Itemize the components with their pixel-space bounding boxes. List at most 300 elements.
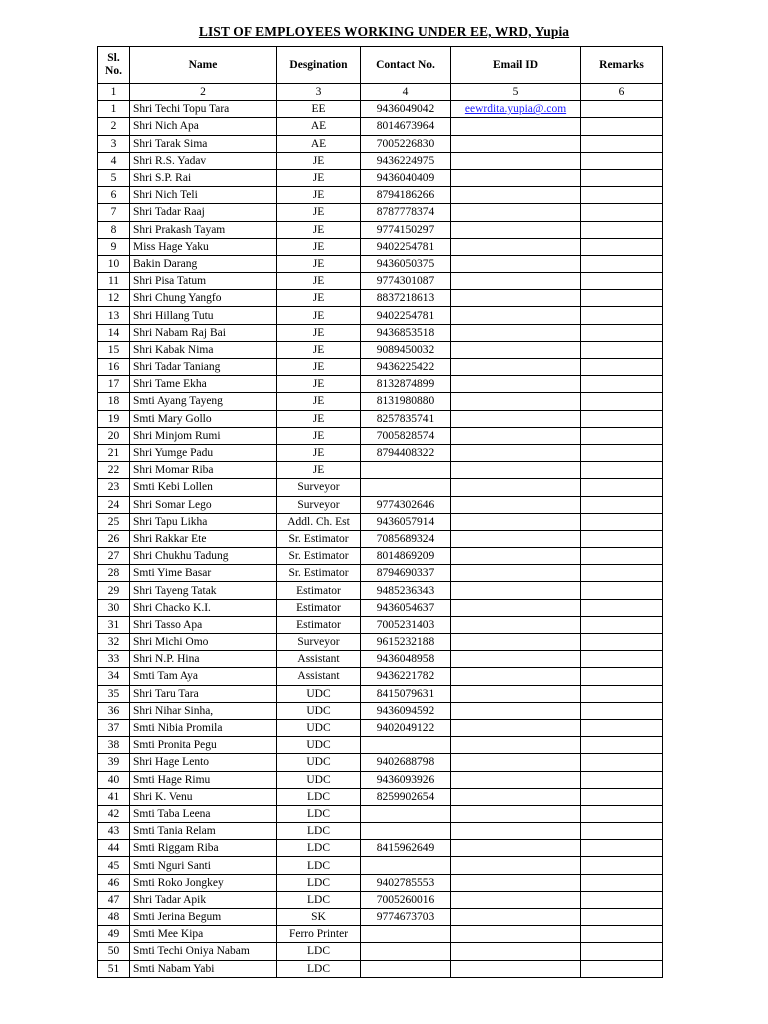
header-remarks: Remarks [581,47,663,84]
cell-contact-no: 9436221782 [361,668,451,685]
cell-name: Smti Nibia Promila [130,719,277,736]
cell-contact-no: 9436050375 [361,255,451,272]
cell-designation: LDC [277,823,361,840]
cell-email-id [451,702,581,719]
cell-designation: LDC [277,960,361,977]
cell-contact-no: 9774301087 [361,273,451,290]
cell-sl-no: 19 [98,410,130,427]
cell-sl-no: 27 [98,548,130,565]
cell-remarks [581,238,663,255]
table-row [98,857,663,874]
cell-designation: JE [277,393,361,410]
cell-remarks [581,702,663,719]
cell-remarks [581,909,663,926]
cell-sl-no: 50 [98,943,130,960]
cell-designation: JE [277,187,361,204]
cell-email-id [451,805,581,822]
cell-remarks [581,616,663,633]
table-row [98,169,663,186]
cell-remarks [581,462,663,479]
cell-email-id [451,634,581,651]
cell-designation: Sr. Estimator [277,530,361,547]
cell-contact-no: 8415962649 [361,840,451,857]
cell-designation: JE [277,324,361,341]
table-row [98,719,663,736]
column-number-row [98,84,663,101]
cell-email-id [451,444,581,461]
cell-contact-no: 8132874899 [361,376,451,393]
table-row [98,702,663,719]
table-header-row [98,47,663,84]
cell-sl-no: 7 [98,204,130,221]
cell-email-id [451,118,581,135]
cell-contact-no: 9436853518 [361,324,451,341]
cell-sl-no: 10 [98,255,130,272]
cell-designation: Ferro Printer [277,926,361,943]
cell-remarks [581,771,663,788]
cell-contact-no: 8837218613 [361,290,451,307]
cell-sl-no: 47 [98,891,130,908]
cell-designation: JE [277,427,361,444]
table-row [98,737,663,754]
cell-remarks [581,788,663,805]
cell-name: Smti Tania Relam [130,823,277,840]
table-row [98,616,663,633]
cell-name: Smti Riggam Riba [130,840,277,857]
table-row [98,204,663,221]
cell-sl-no: 41 [98,788,130,805]
cell-email-id [451,479,581,496]
table-row [98,823,663,840]
column-number: 4 [361,84,451,101]
table-row [98,324,663,341]
table-row [98,754,663,771]
column-number: 3 [277,84,361,101]
cell-designation: LDC [277,805,361,822]
cell-sl-no: 11 [98,273,130,290]
cell-name: Smti Kebi Lollen [130,479,277,496]
cell-email-id [451,255,581,272]
table-row [98,221,663,238]
cell-name: Shri S.P. Rai [130,169,277,186]
table-row [98,771,663,788]
cell-designation: Sr. Estimator [277,565,361,582]
cell-sl-no: 33 [98,651,130,668]
table-row [98,101,663,118]
cell-email-id [451,960,581,977]
cell-sl-no: 28 [98,565,130,582]
cell-designation: UDC [277,685,361,702]
cell-remarks [581,479,663,496]
cell-name: Shri Chung Yangfo [130,290,277,307]
cell-sl-no: 44 [98,840,130,857]
cell-remarks [581,719,663,736]
cell-email-id [451,668,581,685]
table-row [98,187,663,204]
cell-sl-no: 43 [98,823,130,840]
cell-remarks [581,840,663,857]
cell-sl-no: 5 [98,169,130,186]
cell-remarks [581,857,663,874]
cell-email-id [451,221,581,238]
cell-email-id [451,943,581,960]
cell-email-id [451,651,581,668]
cell-remarks [581,187,663,204]
cell-designation: LDC [277,891,361,908]
cell-email-id [451,307,581,324]
cell-designation: Assistant [277,668,361,685]
cell-email-id [451,410,581,427]
cell-contact-no [361,960,451,977]
cell-designation: JE [277,273,361,290]
header-contact-no: Contact No. [361,47,451,84]
cell-email-id [451,135,581,152]
cell-remarks [581,651,663,668]
cell-contact-no: 9436225422 [361,359,451,376]
cell-sl-no: 9 [98,238,130,255]
table-row [98,530,663,547]
table-row [98,685,663,702]
cell-designation: Surveyor [277,496,361,513]
cell-contact-no: 9436040409 [361,169,451,186]
header-email-id: Email ID [451,47,581,84]
cell-remarks [581,823,663,840]
cell-remarks [581,307,663,324]
cell-sl-no: 35 [98,685,130,702]
table-row [98,238,663,255]
cell-name: Shri N.P. Hina [130,651,277,668]
cell-name: Smti Nguri Santi [130,857,277,874]
cell-sl-no: 45 [98,857,130,874]
cell-sl-no: 48 [98,909,130,926]
cell-email-id [451,599,581,616]
cell-designation: JE [277,290,361,307]
cell-email-id [451,290,581,307]
table-body [98,101,663,978]
cell-email-id [451,771,581,788]
cell-contact-no: 7005260016 [361,891,451,908]
table-row [98,135,663,152]
cell-name: Shri Prakash Tayam [130,221,277,238]
cell-remarks [581,874,663,891]
cell-remarks [581,960,663,977]
column-number: 6 [581,84,663,101]
cell-email-id [451,719,581,736]
cell-remarks [581,891,663,908]
cell-sl-no: 39 [98,754,130,771]
cell-designation: JE [277,444,361,461]
cell-email-id [451,685,581,702]
column-number: 5 [451,84,581,101]
cell-email-id [451,513,581,530]
cell-contact-no: 8014869209 [361,548,451,565]
cell-remarks [581,513,663,530]
cell-email-id [451,909,581,926]
cell-remarks [581,943,663,960]
header-designation: Desgination [277,47,361,84]
cell-remarks [581,290,663,307]
cell-contact-no: 8794408322 [361,444,451,461]
cell-name: Bakin Darang [130,255,277,272]
cell-remarks [581,926,663,943]
cell-sl-no: 29 [98,582,130,599]
cell-designation: JE [277,359,361,376]
cell-sl-no: 14 [98,324,130,341]
cell-remarks [581,393,663,410]
cell-designation: LDC [277,840,361,857]
cell-remarks [581,444,663,461]
cell-designation: JE [277,238,361,255]
cell-email-id [451,548,581,565]
cell-name: Shri Kabak Nima [130,341,277,358]
cell-sl-no: 26 [98,530,130,547]
table-row [98,290,663,307]
cell-sl-no: 21 [98,444,130,461]
cell-contact-no [361,479,451,496]
cell-name: Smti Nabam Yabi [130,960,277,977]
cell-designation: Surveyor [277,479,361,496]
table-row [98,651,663,668]
cell-email-id [451,874,581,891]
cell-remarks [581,565,663,582]
cell-sl-no: 15 [98,341,130,358]
cell-email-id [451,152,581,169]
table-row [98,874,663,891]
cell-name: Shri Tadar Apik [130,891,277,908]
cell-contact-no [361,943,451,960]
cell-sl-no: 42 [98,805,130,822]
cell-name: Shri Tarak Sima [130,135,277,152]
cell-remarks [581,685,663,702]
cell-designation: SK [277,909,361,926]
cell-contact-no: 9436094592 [361,702,451,719]
cell-sl-no: 3 [98,135,130,152]
cell-remarks [581,410,663,427]
cell-designation: Sr. Estimator [277,548,361,565]
cell-remarks [581,135,663,152]
cell-email-id [451,616,581,633]
cell-sl-no: 31 [98,616,130,633]
cell-designation: LDC [277,857,361,874]
cell-name: Shri Tasso Apa [130,616,277,633]
table-row [98,909,663,926]
cell-sl-no: 36 [98,702,130,719]
cell-email-id [451,238,581,255]
cell-email-id [451,393,581,410]
cell-contact-no: 9402785553 [361,874,451,891]
cell-email-id [451,737,581,754]
cell-email-id [451,204,581,221]
cell-email-id [451,359,581,376]
cell-designation: LDC [277,788,361,805]
cell-name: Shri Nabam Raj Bai [130,324,277,341]
cell-name: Shri Somar Lego [130,496,277,513]
column-number: 1 [98,84,130,101]
cell-name: Shri Nihar Sinha, [130,702,277,719]
cell-name: Smti Taba Leena [130,805,277,822]
cell-contact-no: 9436048958 [361,651,451,668]
column-number: 2 [130,84,277,101]
cell-contact-no: 9774673703 [361,909,451,926]
cell-sl-no: 40 [98,771,130,788]
table-row [98,341,663,358]
cell-email-id [451,754,581,771]
cell-sl-no: 30 [98,599,130,616]
cell-name: Smti Jerina Begum [130,909,277,926]
document-title: LIST OF EMPLOYEES WORKING UNDER EE, WRD, Yupia [198,24,570,39]
cell-contact-no: 7085689324 [361,530,451,547]
cell-sl-no: 49 [98,926,130,943]
cell-designation: Estimator [277,616,361,633]
cell-designation: JE [277,410,361,427]
table-row [98,926,663,943]
cell-name: Shri Nich Apa [130,118,277,135]
cell-contact-no: 9615232188 [361,634,451,651]
cell-remarks [581,376,663,393]
cell-remarks [581,599,663,616]
table-row [98,565,663,582]
cell-name: Shri Minjom Rumi [130,427,277,444]
cell-name: Shri Pisa Tatum [130,273,277,290]
table-row [98,582,663,599]
email-link[interactable]: eewrdita.yupia@.com [464,103,567,116]
cell-designation: JE [277,204,361,221]
cell-name: Smti Mary Gollo [130,410,277,427]
cell-name: Shri Yumge Padu [130,444,277,461]
cell-name: Shri Hage Lento [130,754,277,771]
cell-email-id [451,427,581,444]
cell-email-id [451,187,581,204]
cell-sl-no: 13 [98,307,130,324]
cell-name: Shri Tayeng Tatak [130,582,277,599]
cell-remarks [581,737,663,754]
cell-designation: LDC [277,943,361,960]
cell-designation: UDC [277,702,361,719]
cell-sl-no: 12 [98,290,130,307]
cell-remarks [581,118,663,135]
cell-remarks [581,548,663,565]
table-row [98,255,663,272]
cell-name: Shri Tadar Raaj [130,204,277,221]
cell-contact-no: 9402254781 [361,238,451,255]
cell-name: Shri Tadar Taniang [130,359,277,376]
table-row [98,152,663,169]
cell-remarks [581,221,663,238]
cell-name: Shri Michi Omo [130,634,277,651]
cell-sl-no: 38 [98,737,130,754]
header-sl-no: Sl. No. [98,47,130,84]
cell-designation: UDC [277,737,361,754]
cell-remarks [581,324,663,341]
table-row [98,960,663,977]
cell-contact-no: 8257835741 [361,410,451,427]
cell-remarks [581,152,663,169]
cell-remarks [581,582,663,599]
cell-email-id [451,565,581,582]
cell-sl-no: 1 [98,101,130,118]
cell-contact-no: 8259902654 [361,788,451,805]
cell-sl-no: 34 [98,668,130,685]
table-row [98,427,663,444]
cell-designation: AE [277,118,361,135]
cell-sl-no: 23 [98,479,130,496]
cell-contact-no [361,462,451,479]
cell-remarks [581,805,663,822]
cell-name: Shri Momar Riba [130,462,277,479]
table-row [98,513,663,530]
cell-name: Shri Hillang Tutu [130,307,277,324]
cell-name: Smti Hage Rimu [130,771,277,788]
cell-contact-no: 8415079631 [361,685,451,702]
cell-contact-no: 8014673964 [361,118,451,135]
cell-contact-no [361,805,451,822]
cell-email-id [451,891,581,908]
cell-remarks [581,668,663,685]
cell-designation: Estimator [277,599,361,616]
cell-contact-no: 7005231403 [361,616,451,633]
cell-contact-no: 7005828574 [361,427,451,444]
cell-email-id [451,324,581,341]
cell-sl-no: 4 [98,152,130,169]
cell-contact-no: 8131980880 [361,393,451,410]
cell-sl-no: 22 [98,462,130,479]
cell-name: Shri Tame Ekha [130,376,277,393]
cell-designation: UDC [277,719,361,736]
cell-email-id [451,376,581,393]
cell-email-id [451,823,581,840]
cell-designation: Surveyor [277,634,361,651]
cell-sl-no: 20 [98,427,130,444]
cell-contact-no: 9402049122 [361,719,451,736]
cell-designation: JE [277,221,361,238]
cell-contact-no: 7005226830 [361,135,451,152]
cell-email-id [451,840,581,857]
table-row [98,840,663,857]
cell-remarks [581,634,663,651]
cell-contact-no: 9436093926 [361,771,451,788]
table-row [98,805,663,822]
table-row [98,376,663,393]
cell-email-id [451,857,581,874]
cell-name: Miss Hage Yaku [130,238,277,255]
cell-designation: JE [277,341,361,358]
cell-name: Shri Tapu Likha [130,513,277,530]
cell-email-id [451,462,581,479]
cell-remarks [581,273,663,290]
cell-contact-no: 9485236343 [361,582,451,599]
cell-contact-no: 9774150297 [361,221,451,238]
cell-remarks [581,496,663,513]
cell-email-id [451,530,581,547]
cell-designation: JE [277,376,361,393]
cell-email-id [451,582,581,599]
table-row [98,548,663,565]
cell-designation: Assistant [277,651,361,668]
cell-contact-no: 9436049042 [361,101,451,118]
cell-name: Shri Chukhu Tadung [130,548,277,565]
header-name: Name [130,47,277,84]
cell-email-id [451,496,581,513]
cell-remarks [581,169,663,186]
cell-contact-no: 9402254781 [361,307,451,324]
cell-designation: JE [277,462,361,479]
cell-contact-no [361,823,451,840]
cell-sl-no: 17 [98,376,130,393]
table-row [98,393,663,410]
cell-remarks [581,359,663,376]
cell-sl-no: 24 [98,496,130,513]
cell-remarks [581,204,663,221]
